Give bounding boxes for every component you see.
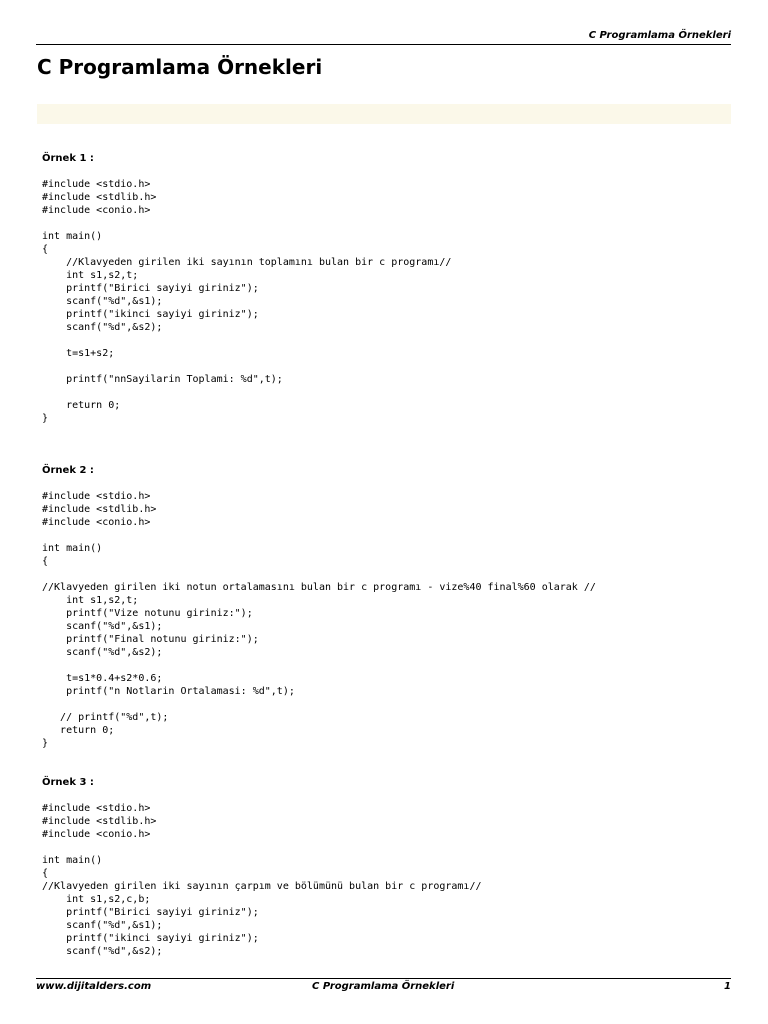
example-2-label: Örnek 2 : xyxy=(42,465,94,476)
example-1-code: #include <stdio.h> #include <stdlib.h> #include <conio.h> int main() { //Klavyeden girilen iki sayının toplamını bulan bir c programı// int s1,s2,t; printf("Birici sayiyi giriniz"); scanf("%d",&s1); printf("ikinci sayiyi giriniz"); scanf("%d",&s2); t=s1+s2; printf("nnSayilarin Toplami: %d",t); return 0; } xyxy=(42,179,452,424)
example-1 xyxy=(42,152,731,425)
example-3 xyxy=(42,776,731,958)
footer-title: C Programlama Örnekleri xyxy=(312,981,455,992)
footer-website: www.dijitalders.com xyxy=(36,981,152,992)
example-2-code: #include <stdio.h> #include <stdlib.h> #include <conio.h> int main() { //Klavyeden girilen iki notun ortalamasını bulan bir c programı - vize%40 final%60 olarak // int s1,s2,t; printf("Vize notunu giriniz:"); scanf("%d",&s1); printf("Final notunu giriniz:"); scanf("%d",&s2); t=s1*0.4+s2*0.6; printf("n Notlarin Ortalamasi: %d",t); // printf("%d",t); return 0; } xyxy=(42,491,596,749)
header-title: C Programlama Örnekleri xyxy=(588,30,731,41)
example-3-label: Örnek 3 : xyxy=(42,777,94,788)
page-title: C Programlama Örnekleri xyxy=(37,55,323,79)
page-header xyxy=(36,30,731,45)
page-footer xyxy=(36,978,731,993)
footer-page-number: 1 xyxy=(724,981,731,992)
highlight-band xyxy=(37,104,731,124)
example-2 xyxy=(42,464,731,750)
example-3-code: #include <stdio.h> #include <stdlib.h> #include <conio.h> int main() { //Klavyeden girilen iki sayının çarpım ve bölümünü bulan bir c programı// int s1,s2,c,b; printf("Birici sayiyi giriniz"); scanf("%d",&s1); printf("ikinci sayiyi giriniz"); scanf("%d",&s2); xyxy=(42,803,482,957)
example-1-label: Örnek 1 : xyxy=(42,153,94,164)
document-body xyxy=(42,152,731,958)
